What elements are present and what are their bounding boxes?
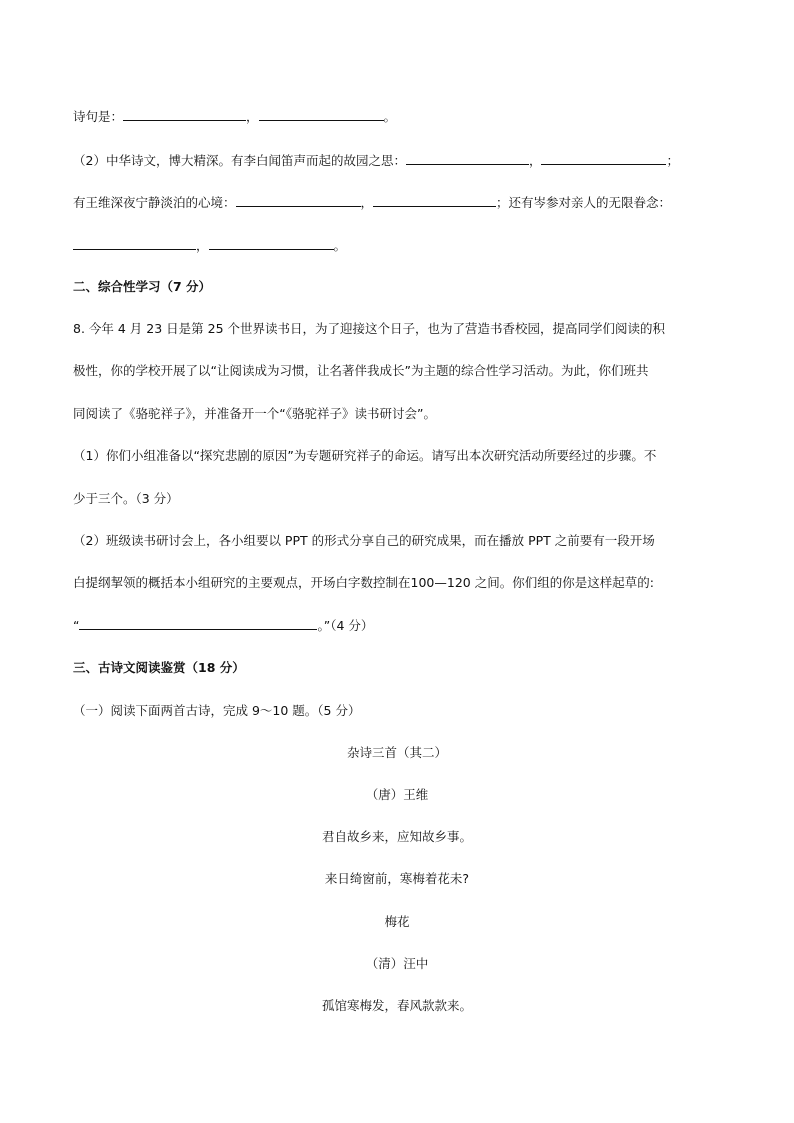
- q7-2-line1: （2）中华诗文，博大精深。有李白闻笛声而起的故园之思： ， ；: [73, 153, 679, 168]
- answer-blank[interactable]: [541, 152, 666, 165]
- answer-blank[interactable]: [406, 152, 529, 165]
- q8-1-line1: （1）你们小组准备以“探究悲剧的原因”为专题研究祥子的命运。请写出本次研究活动所要经过的步骤。不: [73, 448, 657, 463]
- poem1-line2: 来日绮窗前，寒梅着花未?: [324, 871, 470, 886]
- answer-blank[interactable]: [73, 237, 196, 250]
- q7-2-line3: ， 。: [73, 237, 346, 255]
- poem2-line1: 孤馆寒梅发，春风款款来。: [321, 998, 472, 1013]
- answer-blank[interactable]: [123, 108, 246, 121]
- q8-line1: 8. 今年 4 月 23 日是第 25 个世界读书日，为了迎接这个日子，也为了营造书香校园，提高同学们阅读的积: [73, 321, 666, 336]
- answer-blank[interactable]: [79, 617, 317, 630]
- answer-blank[interactable]: [209, 237, 334, 250]
- answer-blank[interactable]: [236, 194, 361, 207]
- q7-label: 诗句是：: [73, 109, 124, 124]
- q8-2-answer-line: “ 。”（4 分）: [73, 618, 374, 633]
- poem1-line1: 君自故乡来，应知故乡事。: [321, 829, 472, 844]
- q8-1-line2: 少于三个。（3 分）: [73, 491, 179, 506]
- answer-blank[interactable]: [373, 194, 496, 207]
- poem2-author: （清）汪中: [365, 956, 429, 971]
- poem1-title: 杂诗三首（其二）: [346, 745, 447, 760]
- section-2-title: 二、综合性学习（7 分）: [73, 279, 212, 294]
- q8-line3: 同阅读了《骆驼祥子》，并准备开一个“《骆驼祥子》读书研讨会”。: [73, 406, 436, 421]
- poem2-title: 梅花: [384, 914, 410, 929]
- q8-2-line2: 白提纲挈领的概括本小组研究的主要观点，开场白字数控制在100—120 之间。你们组的你是这样起草的:: [73, 575, 654, 590]
- q8-2-line1: （2）班级读书研讨会上，各小组要以 PPT 的形式分享自己的研究成果，而在播放 PPT 之前要有一段开场: [73, 533, 655, 548]
- q7-2-line2: 有王维深夜宁静淡泊的心境： ， ；还有岑参对亲人的无限眷念：: [73, 195, 672, 210]
- section-3-title: 三、古诗文阅读鉴赏（18 分）: [73, 660, 245, 675]
- q7-poem-answer-line: 诗句是： ， 。: [73, 109, 397, 124]
- section-3-part1: （一）阅读下面两首古诗，完成 9～10 题。（5 分）: [73, 703, 361, 718]
- q8-line2: 极性，你的学校开展了以“让阅读成为习惯，让名著伴我成长”为主题的综合性学习活动。为此，你们班共: [73, 363, 649, 378]
- poem1-author: （唐）王维: [365, 787, 429, 802]
- answer-blank[interactable]: [259, 108, 384, 121]
